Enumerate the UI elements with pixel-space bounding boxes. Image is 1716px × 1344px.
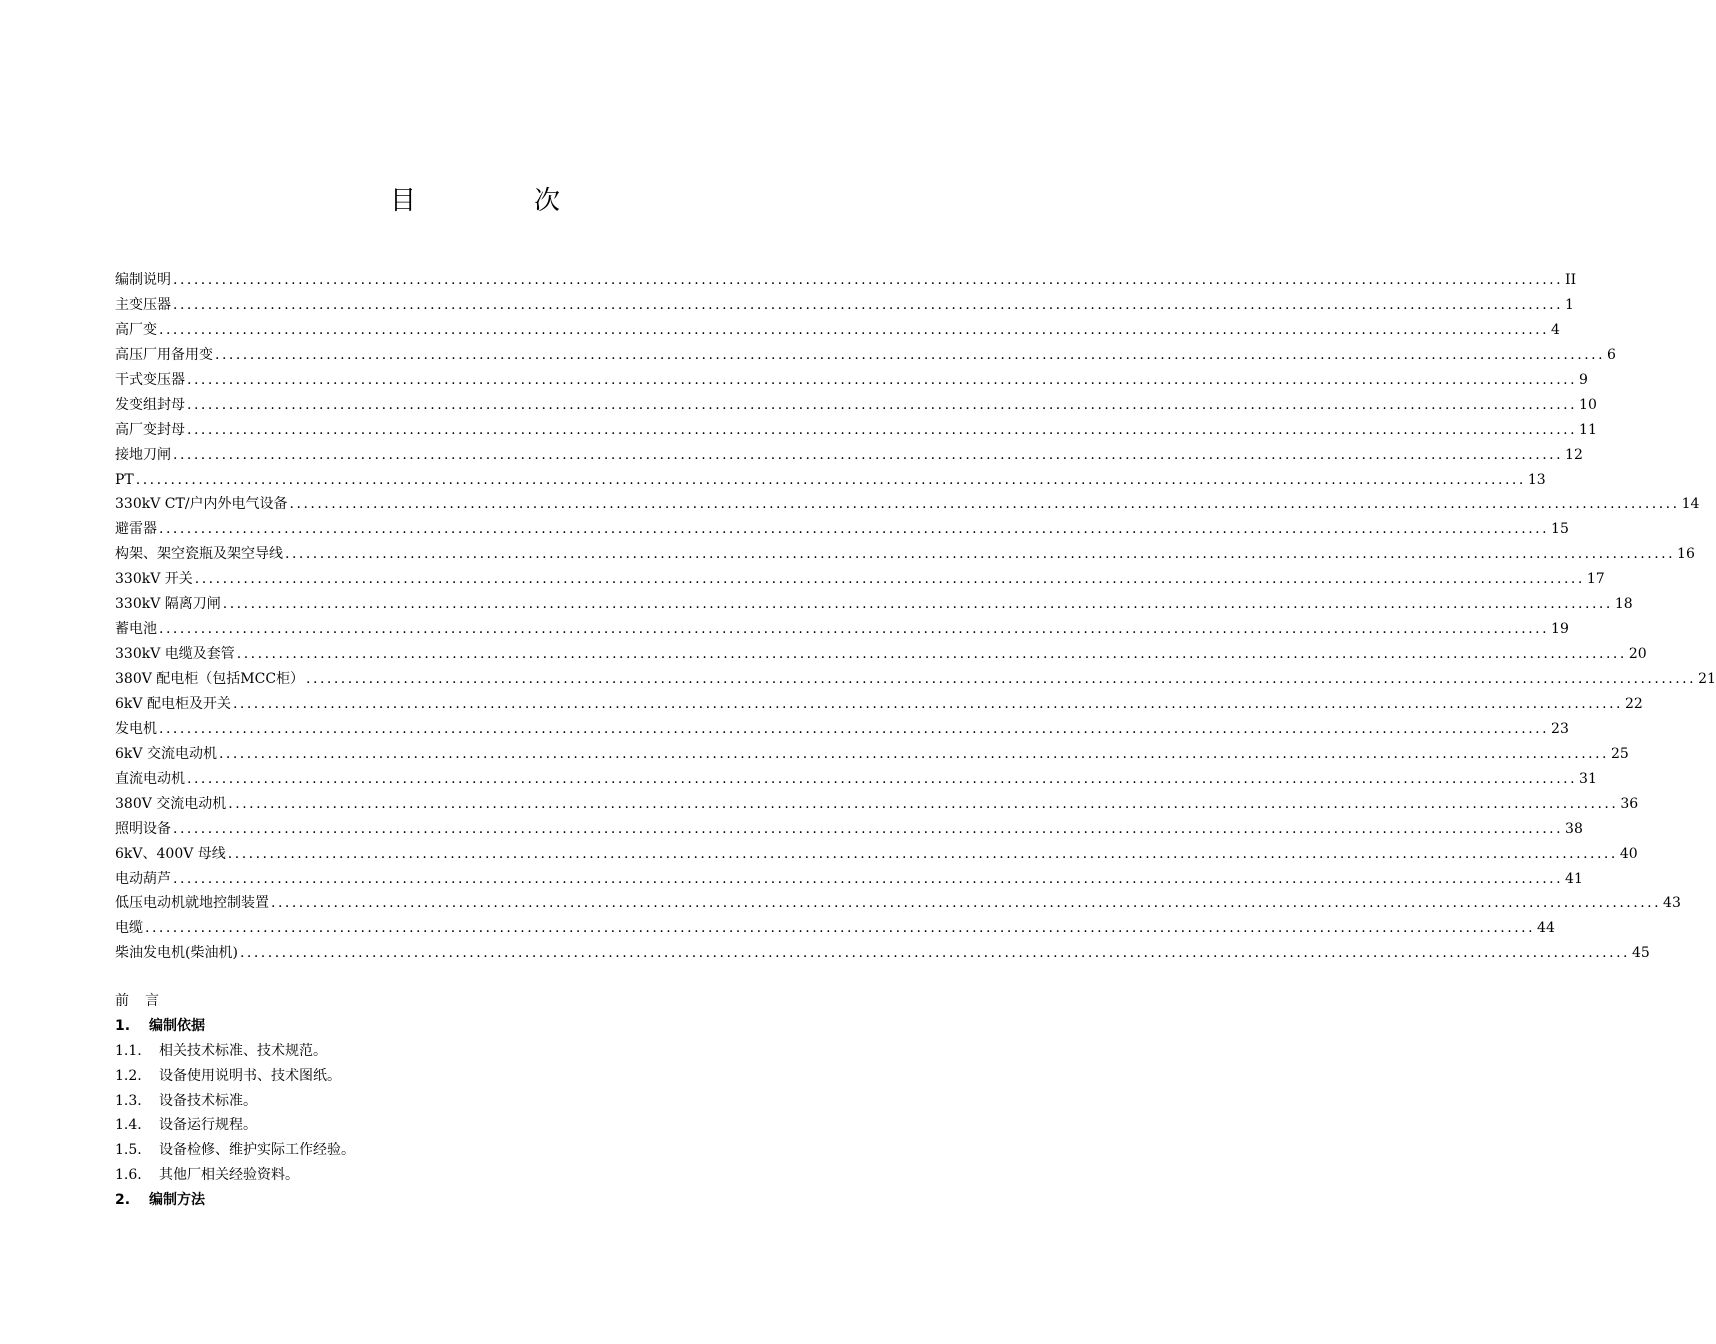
toc-leader-dots: ........................................................................................................................................................................................................ <box>227 845 1618 862</box>
toc-entry-page: 10 <box>1579 396 1597 413</box>
toc-entry[interactable] <box>115 517 1569 542</box>
list-item <box>115 1138 859 1163</box>
toc-entry-title: 高压厂用备用变 <box>115 346 213 363</box>
toc-entry-page: 31 <box>1579 770 1597 787</box>
toc-entry-page: 9 <box>1579 371 1588 388</box>
list-item-number: 1.1. <box>115 1042 142 1059</box>
toc-entry-page: 12 <box>1565 446 1583 463</box>
toc-entry[interactable] <box>115 492 1700 517</box>
toc-entry[interactable] <box>115 617 1569 642</box>
toc-entry-page: 17 <box>1586 571 1605 588</box>
toc-entry-page: 36 <box>1620 795 1639 812</box>
toc-entry-title: 干式变压器 <box>115 371 185 388</box>
toc-entry[interactable] <box>115 941 1650 966</box>
preface-section <box>115 989 859 1213</box>
list-item-text: 设备检修、维护实际工作经验。 <box>159 1142 355 1159</box>
toc-entry[interactable] <box>115 842 1638 867</box>
list-item-number: 1.2. <box>115 1067 142 1084</box>
toc-entry-page: 21 <box>1698 671 1716 687</box>
list-item <box>115 1163 859 1188</box>
list-item-text: 设备使用说明书、技术图纸。 <box>159 1067 341 1084</box>
toc-entry-title: 构架、架空瓷瓶及架空导线 <box>115 546 283 563</box>
toc-entry-title: PT <box>115 471 134 488</box>
toc-entry-page: 44 <box>1537 920 1555 937</box>
toc-entry-title: 主变压器 <box>115 296 171 313</box>
page-title: 目 次 <box>389 186 606 216</box>
toc-entry-page: 14 <box>1681 496 1700 513</box>
toc-entry-page: II <box>1565 272 1577 288</box>
section-1-heading <box>115 1014 859 1039</box>
toc-leader-dots: ........................................................................................................................................................................................................ <box>228 795 1619 812</box>
toc-entry-title: 330kV CT/户内外电气设备 <box>115 496 288 513</box>
toc-leader-dots: ........................................................................................................................................................................................................ <box>173 870 1564 887</box>
toc-entry[interactable] <box>115 867 1583 892</box>
section-2-number: 2. <box>115 1192 131 1209</box>
toc-entry-title: 380V 配电柜（包括MCC柜） <box>115 671 305 687</box>
list-item <box>115 1064 859 1089</box>
toc-leader-dots: ........................................................................................................................................................................................................ <box>173 272 1564 288</box>
toc-entry-title: 330kV 隔离刀闸 <box>115 596 221 613</box>
toc-entry[interactable] <box>115 318 1560 343</box>
toc-leader-dots: ........................................................................................................................................................................................................ <box>285 546 1676 563</box>
toc-entry[interactable] <box>115 767 1597 792</box>
toc-leader-dots: ........................................................................................................................................................................................................ <box>194 571 1585 588</box>
toc-entry[interactable] <box>115 667 1716 692</box>
toc-entry-title: 柴油发电机(柴油机) <box>115 945 238 962</box>
toc-entry-title: 蓄电池 <box>115 621 157 638</box>
toc-entry-title: 330kV 开关 <box>115 571 193 588</box>
toc-leader-dots: ........................................................................................................................................................................................................ <box>232 695 1623 712</box>
toc-entry-title: 避雷器 <box>115 521 157 538</box>
toc-entry-title: 6kV、400V 母线 <box>115 845 226 862</box>
list-item-number: 1.4. <box>115 1117 142 1134</box>
toc-leader-dots: ........................................................................................................................................................................................................ <box>187 396 1578 413</box>
toc-entry[interactable] <box>115 692 1643 717</box>
toc-entry[interactable] <box>115 443 1583 468</box>
toc-entry-page: 13 <box>1527 471 1546 488</box>
toc-entry-page: 22 <box>1625 695 1643 712</box>
toc-entry-title: 高厂变 <box>115 321 157 338</box>
list-item-number: 1.3. <box>115 1092 142 1109</box>
toc-entry-title: 发变组封母 <box>115 396 185 413</box>
toc-entry-title: 编制说明 <box>115 272 171 288</box>
toc-entry-page: 41 <box>1565 870 1583 887</box>
toc-leader-dots: ........................................................................................................................................................................................................ <box>215 346 1606 363</box>
toc-entry-page: 40 <box>1619 845 1638 862</box>
toc-leader-dots: ........................................................................................................................................................................................................ <box>187 421 1578 438</box>
toc-entry-page: 45 <box>1631 945 1650 962</box>
toc-entry-title: 发电机 <box>115 720 157 737</box>
toc-entry-page: 18 <box>1614 596 1633 613</box>
toc-leader-dots: ........................................................................................................................................................................................................ <box>306 671 1697 687</box>
toc-entry-page: 6 <box>1607 346 1616 363</box>
toc-entry-title: 高厂变封母 <box>115 421 185 438</box>
preface-heading: 前言 <box>115 993 175 1009</box>
toc-leader-dots: ........................................................................................................................................................................................................ <box>145 920 1536 937</box>
toc-leader-dots: ........................................................................................................................................................................................................ <box>218 745 1609 762</box>
toc-leader-dots: ........................................................................................................................................................................................................ <box>173 446 1564 463</box>
section-1-number: 1. <box>115 1017 131 1034</box>
toc-leader-dots: ........................................................................................................................................................................................................ <box>173 820 1564 837</box>
toc-entry-title: 照明设备 <box>115 820 171 837</box>
section-2-heading <box>115 1188 859 1213</box>
section-1-title: 编制依据 <box>149 1017 205 1034</box>
toc-entry-page: 16 <box>1677 546 1695 563</box>
toc-leader-dots: ........................................................................................................................................................................................................ <box>222 596 1613 613</box>
toc-entry-title: 低压电动机就地控制装置 <box>115 895 269 912</box>
toc-entry[interactable] <box>115 418 1597 443</box>
toc-entry[interactable] <box>115 891 1681 916</box>
toc-entry[interactable] <box>115 542 1695 567</box>
toc-leader-dots: ........................................................................................................................................................................................................ <box>159 720 1550 737</box>
toc-entry-page: 15 <box>1551 521 1569 538</box>
toc-leader-dots: ........................................................................................................................................................................................................ <box>159 521 1550 538</box>
toc-entry-title: 电动葫芦 <box>115 870 171 887</box>
toc-leader-dots: ........................................................................................................................................................................................................ <box>173 296 1564 313</box>
toc-entry-page: 20 <box>1628 646 1647 663</box>
toc-leader-dots: ........................................................................................................................................................................................................ <box>159 321 1550 338</box>
list-item <box>115 1113 859 1138</box>
toc-entry[interactable] <box>115 642 1647 667</box>
list-item-text: 其他厂相关经验资料。 <box>159 1167 299 1184</box>
toc-entry-title: 380V 交流电动机 <box>115 795 227 812</box>
list-item <box>115 1089 859 1114</box>
toc-entry-title: 直流电动机 <box>115 770 185 787</box>
list-item <box>115 1039 859 1064</box>
toc-leader-dots: ........................................................................................................................................................................................................ <box>159 621 1550 638</box>
list-item-number: 1.6. <box>115 1167 142 1184</box>
toc-entry-title: 6kV 交流电动机 <box>115 745 217 762</box>
toc-entry-page: 23 <box>1551 720 1569 737</box>
toc-leader-dots: ........................................................................................................................................................................................................ <box>236 646 1627 663</box>
list-item-text: 设备技术标准。 <box>159 1092 257 1109</box>
toc-leader-dots: ........................................................................................................................................................................................................ <box>271 895 1662 912</box>
toc-entry[interactable] <box>115 293 1574 318</box>
toc-entry-page: 25 <box>1611 745 1629 762</box>
toc-leader-dots: ........................................................................................................................................................................................................ <box>135 471 1526 488</box>
toc-entry[interactable] <box>115 368 1588 393</box>
toc-leader-dots: ........................................................................................................................................................................................................ <box>187 371 1578 388</box>
toc-entry[interactable] <box>115 468 1546 493</box>
toc-entry[interactable] <box>115 343 1616 368</box>
toc-entry[interactable] <box>115 817 1583 842</box>
toc-entry[interactable] <box>115 792 1639 817</box>
toc-entry-title: 电缆 <box>115 920 143 937</box>
toc-entry[interactable] <box>115 742 1629 767</box>
toc-entry-page: 43 <box>1663 895 1681 912</box>
toc-entry-title: 6kV 配电柜及开关 <box>115 695 231 712</box>
toc-entry-page: 1 <box>1565 296 1574 313</box>
toc-entry[interactable] <box>115 268 1577 293</box>
section-2-title: 编制方法 <box>149 1192 205 1209</box>
toc-entry-page: 38 <box>1565 820 1583 837</box>
toc-entry-title: 接地刀闸 <box>115 446 171 463</box>
toc-leader-dots: ........................................................................................................................................................................................................ <box>187 770 1578 787</box>
toc-entry-page: 4 <box>1551 321 1560 338</box>
toc-entry[interactable] <box>115 717 1569 742</box>
toc-entry-title: 330kV 电缆及套管 <box>115 646 235 663</box>
toc-leader-dots: ........................................................................................................................................................................................................ <box>239 945 1630 962</box>
toc-entry[interactable] <box>115 916 1555 941</box>
toc-entry-page: 11 <box>1579 421 1597 438</box>
list-item-text: 相关技术标准、技术规范。 <box>159 1042 327 1059</box>
toc-entry[interactable] <box>115 393 1597 418</box>
toc-entry[interactable] <box>115 592 1633 617</box>
section-1-items <box>115 1039 859 1188</box>
table-of-contents <box>115 268 1716 966</box>
toc-entry-page: 19 <box>1551 621 1569 638</box>
list-item-number: 1.5. <box>115 1142 142 1159</box>
toc-leader-dots: ........................................................................................................................................................................................................ <box>289 496 1680 513</box>
list-item-text: 设备运行规程。 <box>159 1117 257 1134</box>
toc-entry[interactable] <box>115 567 1605 592</box>
